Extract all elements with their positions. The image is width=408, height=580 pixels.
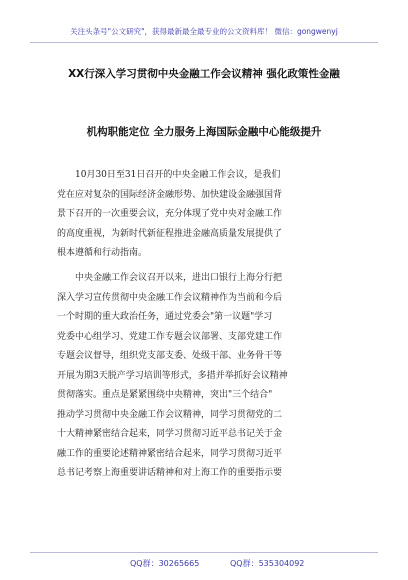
- paragraph-line: 开展为期3天脱产学习培训等形式，多措并举抓好会议精神: [57, 370, 288, 381]
- paragraph-line: 融工作的重要论述精神紧密结合起来，同学习贯彻习近平: [57, 448, 283, 459]
- paragraph-1: [57, 166, 357, 264]
- paragraph-line: 深入学习宣传贯彻中央金融工作会议精神作为当前和今后: [57, 292, 283, 303]
- document-title-line-2: 机构职能定位 全力服务上海国际金融中心能级提升: [86, 126, 322, 138]
- paragraph-line: 党在应对复杂的国际经济金融形势、加快建设金融强国背: [57, 189, 283, 200]
- paragraph-2: [57, 269, 357, 484]
- paragraph-line: 党委中心组学习、党建工作专题会议部署、支部党建工作: [57, 331, 283, 342]
- document-title-line-1: XX行深入学习贯彻中央金融工作会议精神 强化政策性金融: [68, 68, 340, 80]
- paragraph-line: 一个时期的重大政治任务，通过党委会"第一议题"学习: [57, 312, 273, 322]
- header-divider: [30, 42, 378, 43]
- footer-divider: [30, 552, 378, 553]
- paragraph-line: 十大精神紧密结合起来，同学习贯彻习近平总书记关于金: [57, 429, 283, 439]
- header-banner: 关注头条号"公文研究"，获得最新最全最专业的公文资料库！ 微信：gongwenyj: [70, 27, 338, 36]
- footer-qq-group-2: QQ群：535304092: [230, 559, 305, 568]
- paragraph-line: 总书记考察上海重要讲话精神和对上海工作的重要指示要: [57, 468, 283, 478]
- paragraph-line: 根本遵循和行动指南。: [57, 248, 148, 258]
- paragraph-line: 景下召开的一次重要会议，充分体现了党中央对金融工作: [57, 209, 283, 219]
- paragraph-line: 的高度重视，为新时代新征程推进金融高质量发展提供了: [57, 228, 283, 239]
- paragraph-line: 专题会议督导，组织党支部支委、处级干部、业务骨干等: [57, 351, 283, 361]
- paragraph-line: 10月30日至31日召开的中央金融工作会议，是我们: [75, 170, 281, 180]
- paragraph-line: 推动学习贯彻中央金融工作会议精神，同学习贯彻党的二: [57, 409, 283, 420]
- footer-qq-group-1: QQ群：30265665: [130, 559, 200, 568]
- paragraph-line: 贯彻落实。重点是紧紧围绕中央精神，突出"三个结合": [57, 390, 273, 400]
- paragraph-line: 中央金融工作会议召开以来，进出口银行上海分行把: [75, 273, 283, 283]
